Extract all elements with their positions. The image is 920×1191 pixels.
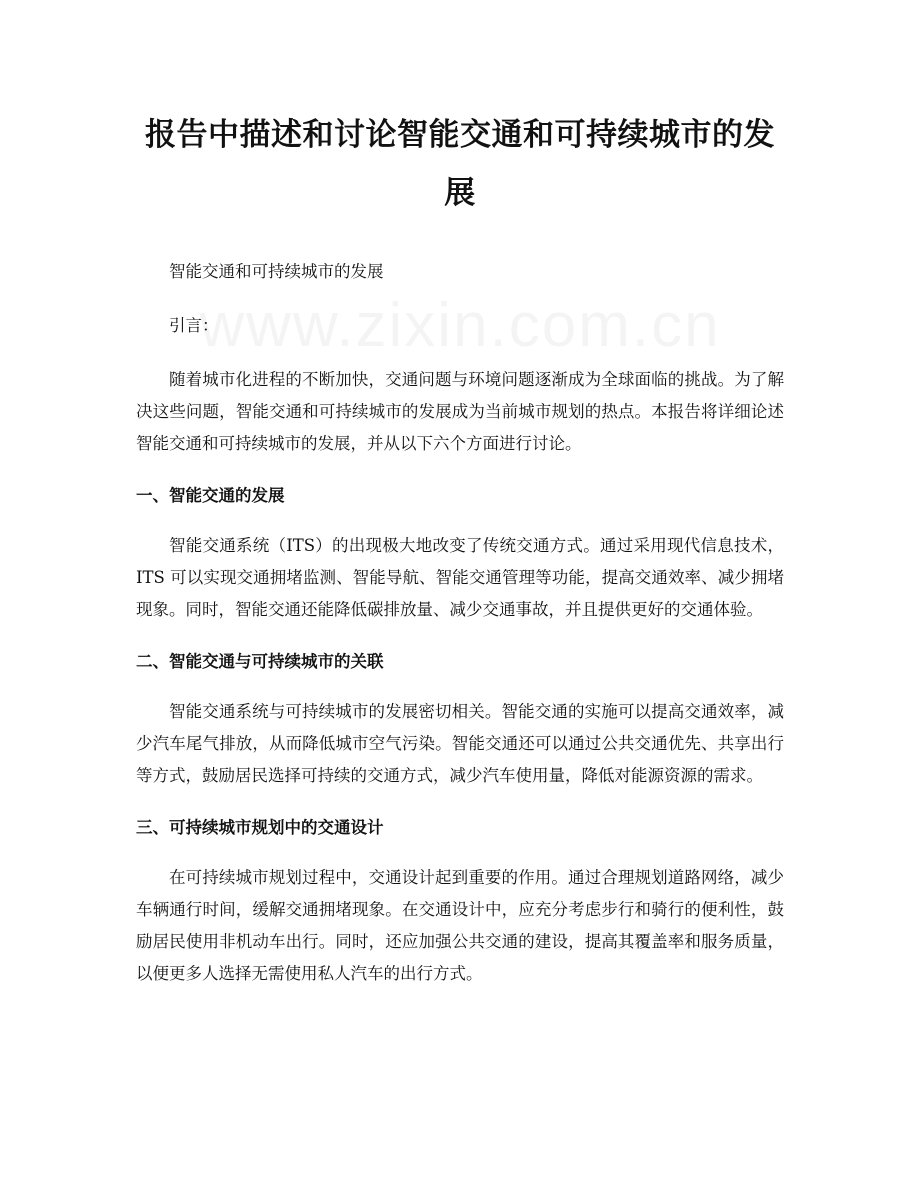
intro-label: 引言：: [169, 316, 219, 335]
section-heading: 二、智能交通与可持续城市的关联: [136, 652, 384, 671]
section-1: [136, 480, 784, 626]
document-title: 报告中描述和讨论智能交通和可持续城市的发展: [145, 117, 775, 211]
section-paragraph: 智能交通系统与可持续城市的发展密切相关。智能交通的实施可以提高交通效率，减少汽车尾气排放，从而降低城市空气污染。智能交通还可以通过公共交通优先、共享出行等方式，鼓励居民选择可持续的交通方式，减少汽车使用量，降低对能源资源的需求。: [136, 702, 784, 785]
section-3: [136, 812, 784, 990]
intro-paragraph: 随着城市化进程的不断加快，交通问题与环境问题逐渐成为全球面临的挑战。为了解决这些问题，智能交通和可持续城市的发展成为当前城市规划的热点。本报告将详细论述智能交通和可持续城市的发展，并从以下六个方面进行讨论。: [136, 370, 784, 453]
section-paragraph: 在可持续城市规划过程中，交通设计起到重要的作用。通过合理规划道路网络，减少车辆通行时间，缓解交通拥堵现象。在交通设计中，应充分考虑步行和骑行的便利性，鼓励居民使用非机动车出行。同时，还应加强公共交通的建设，提高其覆盖率和服务质量，以便更多人选择无需使用私人汽车的出行方式。: [136, 868, 784, 983]
section-heading: 一、智能交通的发展: [136, 486, 285, 505]
section-2: [136, 646, 784, 792]
section-heading: 三、可持续城市规划中的交通设计: [136, 818, 384, 837]
section-paragraph: 智能交通系统（ITS）的出现极大地改变了传统交通方式。通过采用现代信息技术，ITS 可以实现交通拥堵监测、智能导航、智能交通管理等功能，提高交通效率、减少拥堵现象。同时，智能交通还能降低碳排放量、减少交通事故，并且提供更好的交通体验。: [136, 536, 784, 619]
document-subtitle: 智能交通和可持续城市的发展: [169, 262, 384, 281]
